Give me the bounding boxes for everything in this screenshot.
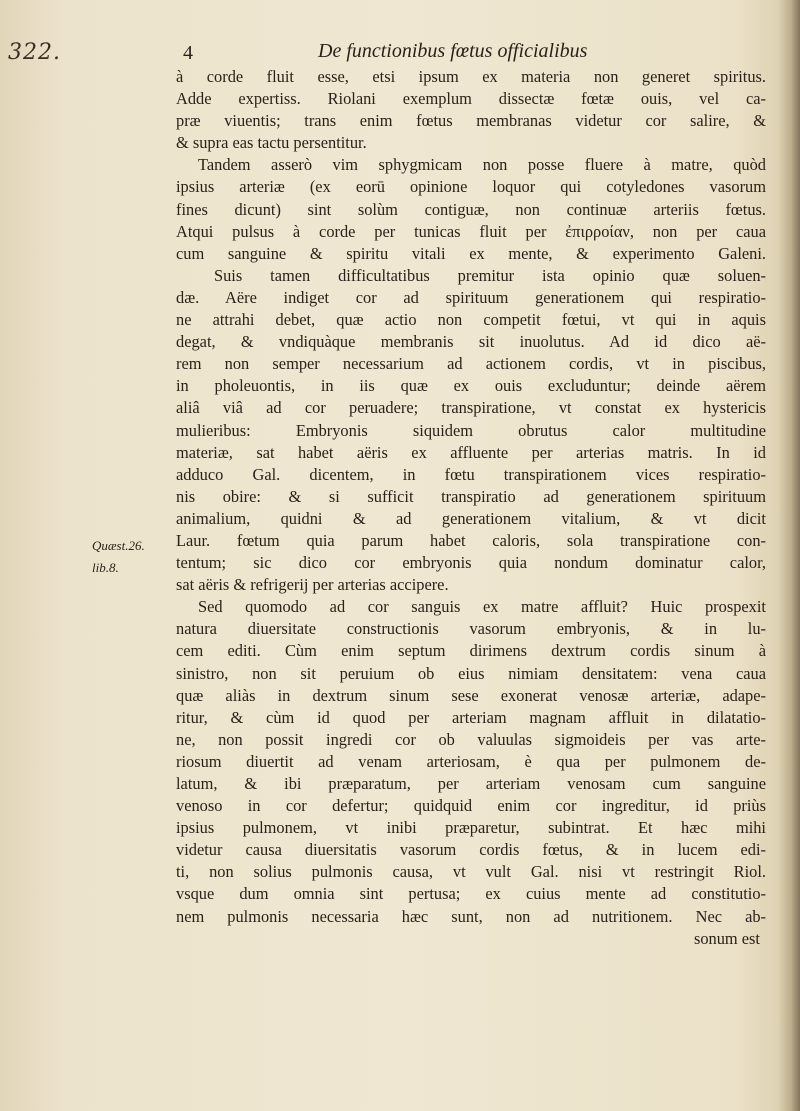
text-line: ne attrahi debet, quæ actio non competit fœtui, vt qui in aquis xyxy=(176,310,766,330)
handwritten-folio-number: 322. xyxy=(8,40,61,65)
text-line: præ viuentis; trans enim fœtus membranas videtur cor salire, & xyxy=(176,111,766,131)
text-line: quæ aliàs in dextrum sinum sese exonerat venosæ arteriæ, adape- xyxy=(176,685,766,705)
text-line: nem pulmonis necessaria hæc sunt, non ad nutritionem. Nec ab- xyxy=(176,906,766,926)
text-line: ritur, & cùm id quod per arteriam magnam affluit in dilatatio- xyxy=(176,707,766,727)
text-line: videtur causa diuersitatis vasorum cordis fœtus, & in lucem edi- xyxy=(176,840,766,860)
text-line: sat aëris & refrigerij per arterias accipere. xyxy=(176,575,449,595)
page-edge-shadow xyxy=(778,0,800,1111)
text-line: & supra eas tactu persentitur. xyxy=(176,133,367,153)
text-line: à corde fluit esse, etsi ipsum ex materia non generet spiritus. xyxy=(176,67,766,86)
text-line: vsque dum omnia sint pertusa; ex cuius mente ad constitutio- xyxy=(176,884,766,904)
running-head: De functionibus fœtus officialibus xyxy=(318,40,588,62)
text-line: latum, & ibi præparatum, per arteriam venosam cum sanguine xyxy=(176,774,766,793)
margin-note-line: Quæst.26. xyxy=(92,538,145,553)
catchword-line: sonum est xyxy=(693,928,760,948)
text-line: degat, & vndiquàque membranis sit inuolutus. Ad id dico aë- xyxy=(176,332,766,352)
text-line: Suis tamen difficultatibus premitur ista opinio quæ soluen- xyxy=(214,265,766,285)
text-line: Adde expertiss. Riolani exemplum dissectæ fœtæ ouis, vel ca- xyxy=(176,89,766,109)
text-line: riosum diuertit ad venam arteriosam, è qua per pulmonem de- xyxy=(176,751,766,771)
margin-note-line: lib.8. xyxy=(92,560,119,575)
text-line: ipsius pulmonem, vt inibi præparetur, subintrat. Et hæc mihi xyxy=(176,818,766,838)
text-line: Tandem asserò vim sphygmicam non posse fluere à matre, quòd xyxy=(198,155,766,175)
text-line: ipsius arteriæ (ex eorū opinione loquor qui cotyledones vasorum xyxy=(176,177,766,197)
text-line: Sed quomodo ad cor sanguis ex matre affluit? Huic prospexit xyxy=(198,597,766,617)
margin-note xyxy=(92,535,145,579)
text-line: rem non semper necessarium ad actionem cordis, vt in piscibus, xyxy=(176,354,766,374)
body-text xyxy=(176,66,766,950)
text-line: mulieribus: Embryonis siquidem obrutus calor multitudine xyxy=(176,420,766,440)
text-line: adduco Gal. dicentem, in fœtu transpirationem vices respiratio- xyxy=(176,464,766,484)
text-line: materiæ, sat habet aëris ex affluente per arterias matris. In id xyxy=(176,442,766,462)
text-line: animalium, quidni & ad generationem vitalium, & vt dicit xyxy=(176,508,766,528)
text-line: Laur. fœtum quia parum habet caloris, sola transpiratione con- xyxy=(176,530,766,550)
text-line: venoso in cor defertur; quidquid enim cor ingreditur, id priùs xyxy=(176,796,766,816)
text-line: sinistro, non sit peruium ob eius nimiam densitatem: vena caua xyxy=(176,663,766,683)
page-number: 4 xyxy=(183,42,193,64)
text-line: natura diuersitate constructionis vasorum embryonis, & in lu- xyxy=(176,619,766,639)
text-line: ne, non possit ingredi cor ob valuulas sigmoideis per vas arte- xyxy=(176,729,766,749)
text-line: tentum; sic dico cor embryonis quia nondum dominatur calor, xyxy=(176,553,766,573)
text-line: fines dicunt) sint solùm contiguæ, non continuæ arteriis fœtus. xyxy=(176,199,766,219)
text-line: Atqui pulsus à corde per tunicas fluit per ἐπιρροίαν, non per caua xyxy=(176,221,766,241)
text-line: cem editi. Cùm enim septum dirimens dextrum cordis sinum à xyxy=(176,641,766,661)
text-line: nis obire: & si sufficit transpiratio ad generationem spirituum xyxy=(176,486,766,506)
text-line: aliâ viâ ad cor peruadere; transpiratione, vt constat ex hystericis xyxy=(176,398,766,418)
text-line: ti, non solius pulmonis causa, vt vult Gal. nisi vt restringit Riol. xyxy=(176,862,766,882)
text-line: dæ. Aëre indiget cor ad spirituum generationem qui respiratio- xyxy=(176,287,766,307)
text-line: in pholeuontis, in iis quæ ex ouis excluduntur; deinde aërem xyxy=(176,376,766,396)
text-line: cum sanguine & spiritu vitali ex mente, & experimento Galeni. xyxy=(176,243,766,263)
